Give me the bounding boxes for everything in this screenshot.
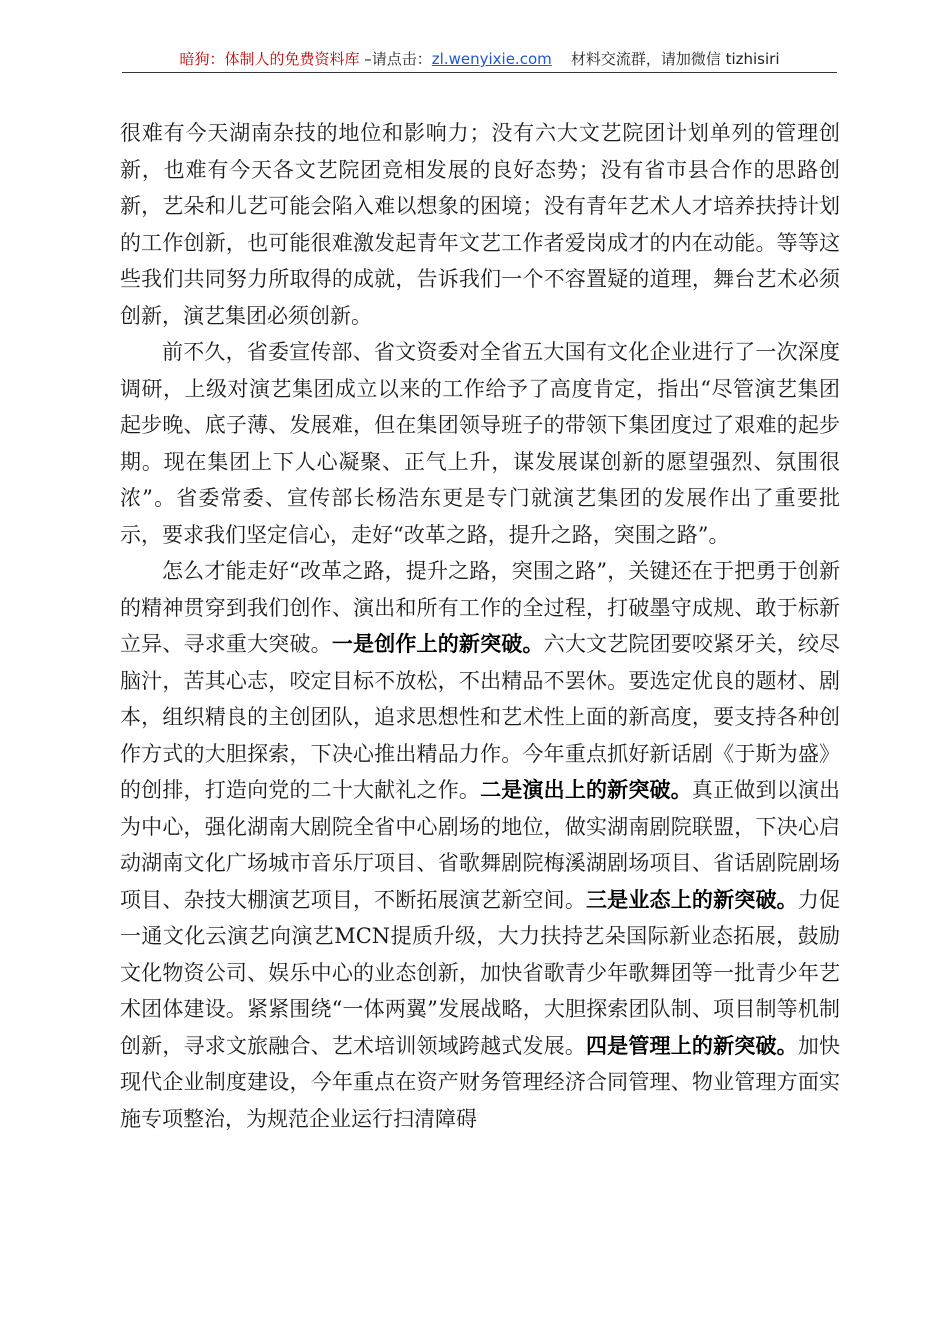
paragraph-text: 怎么才能走好“改革之路，提升之路，突围之路”，关键还在于把勇于创新的精神贯穿到我们创作、演出和所有工作的全过程，打破墨守成规、敢于标新立异、寻求重大突破。 [120, 559, 840, 656]
header-brand: 暗狗：体制人的免费资料库 [179, 50, 360, 68]
bold-heading: 一是创作上的新突破。 [331, 632, 544, 656]
paragraph-text: 加快现代企业制度建设，今年重点在资产财务管理经济合同管理、物业管理方面实施专项整治，为规范企业运行扫清障碍 [120, 1033, 841, 1131]
header-prompt: –请点击： [359, 50, 432, 68]
paragraph [120, 334, 840, 553]
bold-heading: 四是管理上的新突破。 [586, 1033, 798, 1058]
bold-heading: 二是演出上的新突破。 [480, 778, 692, 802]
paragraph-text: 很难有今天湖南杂技的地位和影响力；没有六大文艺院团计划单列的管理创新，也难有今天各文艺院团竞相发展的良好态势；没有省市县合作的思路创新，艺朵和儿艺可能会陷入难以想象的困境；没有青年艺术人才培养扶持计划的工作创新，也可能很难激发起青年文艺工作者爱岗成才的内在动能。等等这些我们共同努力所取得的成就，告诉我们一个不容置疑的道理，舞台艺术必须创新，演艺集团必须创新。 [120, 121, 840, 328]
document-body [120, 115, 840, 1137]
paragraph-text: 力促一通文化云演艺向演艺MCN提质升级，大力扶持艺朵国际新业态拓展，鼓励文化物资公司、娱乐中心的业态创新，加快省歌青少年歌舞团等一批青少年艺术团体建设。紧紧围绕“一体两翼”发展战略，大胆探索团队制、项目制等机制创新，寻求文旅融合、艺术培训领域跨越式发展。 [120, 887, 841, 1058]
paragraph-text: 真正做到以演出为中心，强化湖南大剧院全省中心剧场的地位，做实湖南剧院联盟，下决心启动湖南文化广场城市音乐厅项目、省歌舞剧院梅溪湖剧场项目、省话剧院剧场项目、杂技大棚演艺项目，不断拓展演艺新空间。 [120, 778, 841, 912]
paragraph-text: 六大文艺院团要咬紧牙关，绞尽脑汁，苦其心志，咬定目标不放松，不出精品不罢休。要选定优良的题材、剧本，组织精良的主创团队，追求思想性和艺术性上面的新高度，要支持各种创作方式的大胆探索，下决心推出精品力作。今年重点抓好新话剧《于斯为盛》的创排，打造向党的二十大献礼之作。 [120, 632, 841, 802]
paragraph-text: 前不久，省委宣传部、省文资委对全省五大国有文化企业进行了一次深度调研，上级对演艺集团成立以来的工作给予了高度肯定，指出“尽管演艺集团起步晚、底子薄、发展难，但在集团领导班子的带领下集团度过了艰难的起步期。现在集团上下人心凝聚、正气上升，谋发展谋创新的愿望强烈、氛围很浓”。省委常委、宣传部长杨浩东更是专门就演艺集团的发展作出了重要批示，要求我们坚定信心，走好“改革之路，提升之路，突围之路”。 [120, 340, 840, 547]
header-divider [122, 72, 837, 73]
bold-heading: 三是业态上的新突破。 [586, 887, 798, 912]
page-header [122, 47, 837, 71]
paragraph [120, 553, 840, 1137]
header-link[interactable]: zl.wenyixie.com [431, 50, 552, 68]
header-wechat-note: 材料交流群，请加微信 tizhisiri [570, 50, 780, 68]
paragraph [120, 115, 840, 334]
